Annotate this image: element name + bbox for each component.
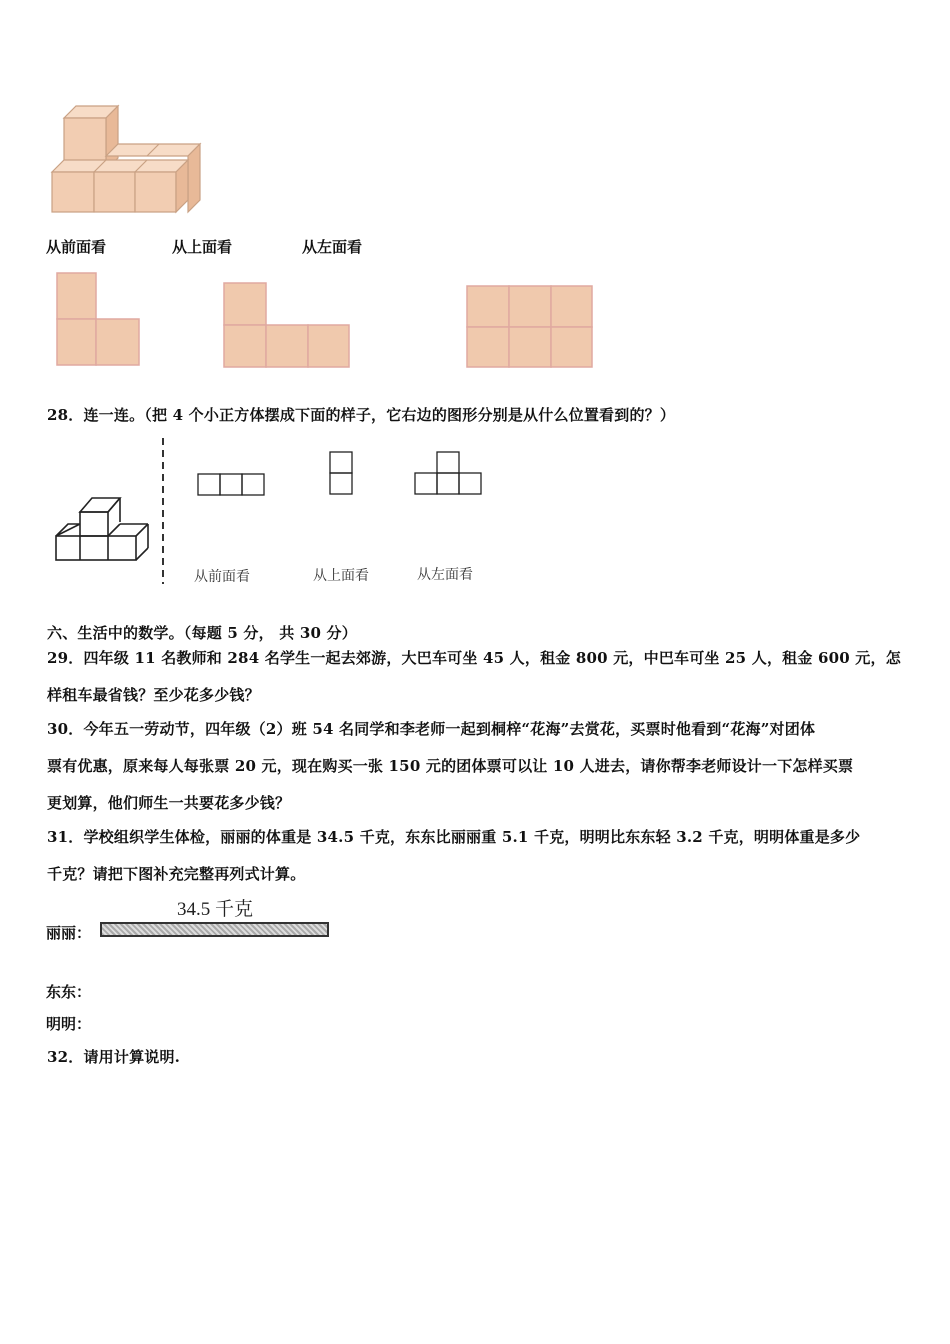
q28-view-a <box>197 473 267 497</box>
dashed-divider <box>160 438 166 584</box>
view-shape-3 <box>466 285 594 369</box>
question-29-line-1: 29．四年级 11 名教师和 284 名学生一起去郊游，大巴车可坐 45 人，租金 800 元，中巴车可坐 25 人，租金 600 元，怎 <box>47 649 901 667</box>
question-31-line-2: 千克？请把下图补充完整再列式计算。 <box>47 865 306 883</box>
question-30-line-1: 30．今年五一劳动节，四年级（2）班 54 名同学和李老师一起到桐梓“花海”去赏花，买票时他看到“花海”对团体 <box>47 720 816 738</box>
row-label-dongdong: 东东： <box>46 983 92 1001</box>
view-label-front: 从前面看 <box>46 238 107 256</box>
bar-value-label: 34.5 千克 <box>177 899 254 920</box>
view-shape-2 <box>223 282 351 368</box>
section-6-heading: 六、生活中的数学。（每题 5 分， 共 30 分） <box>47 624 357 642</box>
view-label-top: 从上面看 <box>172 238 233 256</box>
q28-label-left: 从左面看 <box>417 567 473 583</box>
question-31-line-1: 31．学校组织学生体检，丽丽的体重是 34.5 千克，东东比丽丽重 5.1 千克，明明比东东轻 3.2 千克，明明体重是多少 <box>47 828 861 846</box>
q28-label-top: 从上面看 <box>313 568 369 584</box>
row-label-lili: 丽丽： <box>46 924 92 942</box>
q28-view-b <box>329 451 355 497</box>
question-28-text: 28．连一连。（把 4 个小正方体摆成下面的样子，它右边的图形分别是从什么位置看到的？） <box>47 406 676 424</box>
q28-view-c <box>414 451 484 497</box>
question-30-line-2: 票有优惠，原来每人每张票 20 元，现在购买一张 150 元的团体票可以让 10 人进去，请你帮李老师设计一下怎样买票 <box>47 757 854 775</box>
q28-label-front: 从前面看 <box>194 569 250 585</box>
row-label-mingming: 明明： <box>46 1015 92 1033</box>
question-32-text: 32．请用计算说明. <box>47 1048 181 1066</box>
lili-weight-bar <box>100 922 329 937</box>
cube-arrangement-figure <box>50 104 205 216</box>
question-30-line-3: 更划算，他们师生一共要花多少钱？ <box>47 794 291 812</box>
cube-line-drawing <box>52 494 152 566</box>
question-29-line-2: 样租车最省钱？至少花多少钱？ <box>47 686 260 704</box>
view-label-left: 从左面看 <box>302 238 363 256</box>
view-shape-1 <box>56 272 142 366</box>
